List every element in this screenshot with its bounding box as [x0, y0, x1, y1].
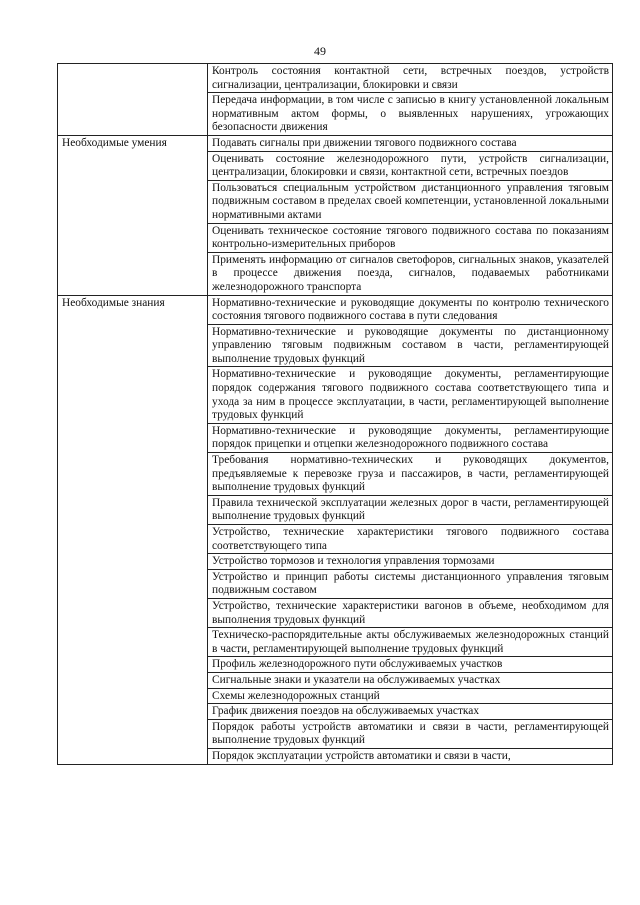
category-cell: Необходимые знания [58, 295, 208, 764]
page-number: 49 [314, 44, 326, 58]
list-item: Порядок эксплуатации устройств автоматики и связи в части, [208, 748, 613, 764]
list-item: Схемы железнодорожных станций [208, 688, 613, 704]
list-item: Нормативно-технические и руководящие документы по контролю технического состояния тягового подвижного состава в пути следования [208, 295, 613, 324]
list-item: Профиль железнодорожного пути обслуживаемых участков [208, 657, 613, 673]
list-item: График движения поездов на обслуживаемых участках [208, 704, 613, 720]
table-row [58, 64, 613, 93]
category-cell [58, 64, 208, 136]
list-item: Устройство, технические характеристики вагонов в объеме, необходимом для выполнения трудовых функций [208, 598, 613, 627]
table-row [58, 135, 613, 151]
list-item: Передача информации, в том числе с записью в книгу установленной локальным нормативным актом формы, о выявленных нарушениях, угрожающих безопасности движения [208, 93, 613, 136]
list-item: Подавать сигналы при движении тягового подвижного состава [208, 135, 613, 151]
list-item: Устройство и принцип работы системы дистанционного управления тяговым подвижным составом [208, 569, 613, 598]
list-item: Нормативно-технические и руководящие документы, регламентирующие порядок прицепки и отцепки железнодорожного подвижного состава [208, 423, 613, 452]
list-item: Порядок работы устройств автоматики и связи в части, регламентирующей выполнение трудовых функций [208, 719, 613, 748]
list-item: Нормативно-технические и руководящие документы, регламентирующие порядок содержания тягового подвижного состава соответствующего типа и ухода за ним в процессе эксплуатации, в части, регламентирующей выполнение трудовых функций [208, 367, 613, 423]
list-item: Оценивать состояние железнодорожного пути, устройств сигнализации, централизации, блокировки и связи, контактной сети, встречных поездов [208, 151, 613, 180]
list-item: Нормативно-технические и руководящие документы по дистанционному управлению тяговым подвижным составом в части, регламентирующей выполнение трудовых функций [208, 324, 613, 367]
list-item: Контроль состояния контактной сети, встречных поездов, устройств сигнализации, централизации, блокировки и связи [208, 64, 613, 93]
list-item: Техническо-распорядительные акты обслуживаемых железнодорожных станций в части, регламентирующей выполнение трудовых функций [208, 628, 613, 657]
list-item: Правила технической эксплуатации железных дорог в части, регламентирующей выполнение трудовых функций [208, 495, 613, 524]
requirements-table [57, 63, 613, 765]
table-row [58, 295, 613, 324]
list-item: Пользоваться специальным устройством дистанционного управления тяговым подвижным составом в пределах своей компетенции, установленной локальными нормативными актами [208, 180, 613, 223]
list-item: Применять информацию от сигналов светофоров, сигнальных знаков, указателей в процессе движения поезда, сигналов, подаваемых работниками железнодорожного транспорта [208, 252, 613, 295]
list-item: Оценивать техническое состояние тягового подвижного состава по показаниям контрольно-измерительных приборов [208, 223, 613, 252]
list-item: Сигнальные знаки и указатели на обслуживаемых участках [208, 672, 613, 688]
list-item: Устройство, технические характеристики тягового подвижного состава соответствующего типа [208, 525, 613, 554]
category-cell: Необходимые умения [58, 135, 208, 295]
list-item: Требования нормативно-технических и руководящих документов, предъявляемые к перевозке груза и пассажиров, в части, регламентирующей выполнение трудовых функций [208, 453, 613, 496]
list-item: Устройство тормозов и технология управления тормозами [208, 554, 613, 570]
